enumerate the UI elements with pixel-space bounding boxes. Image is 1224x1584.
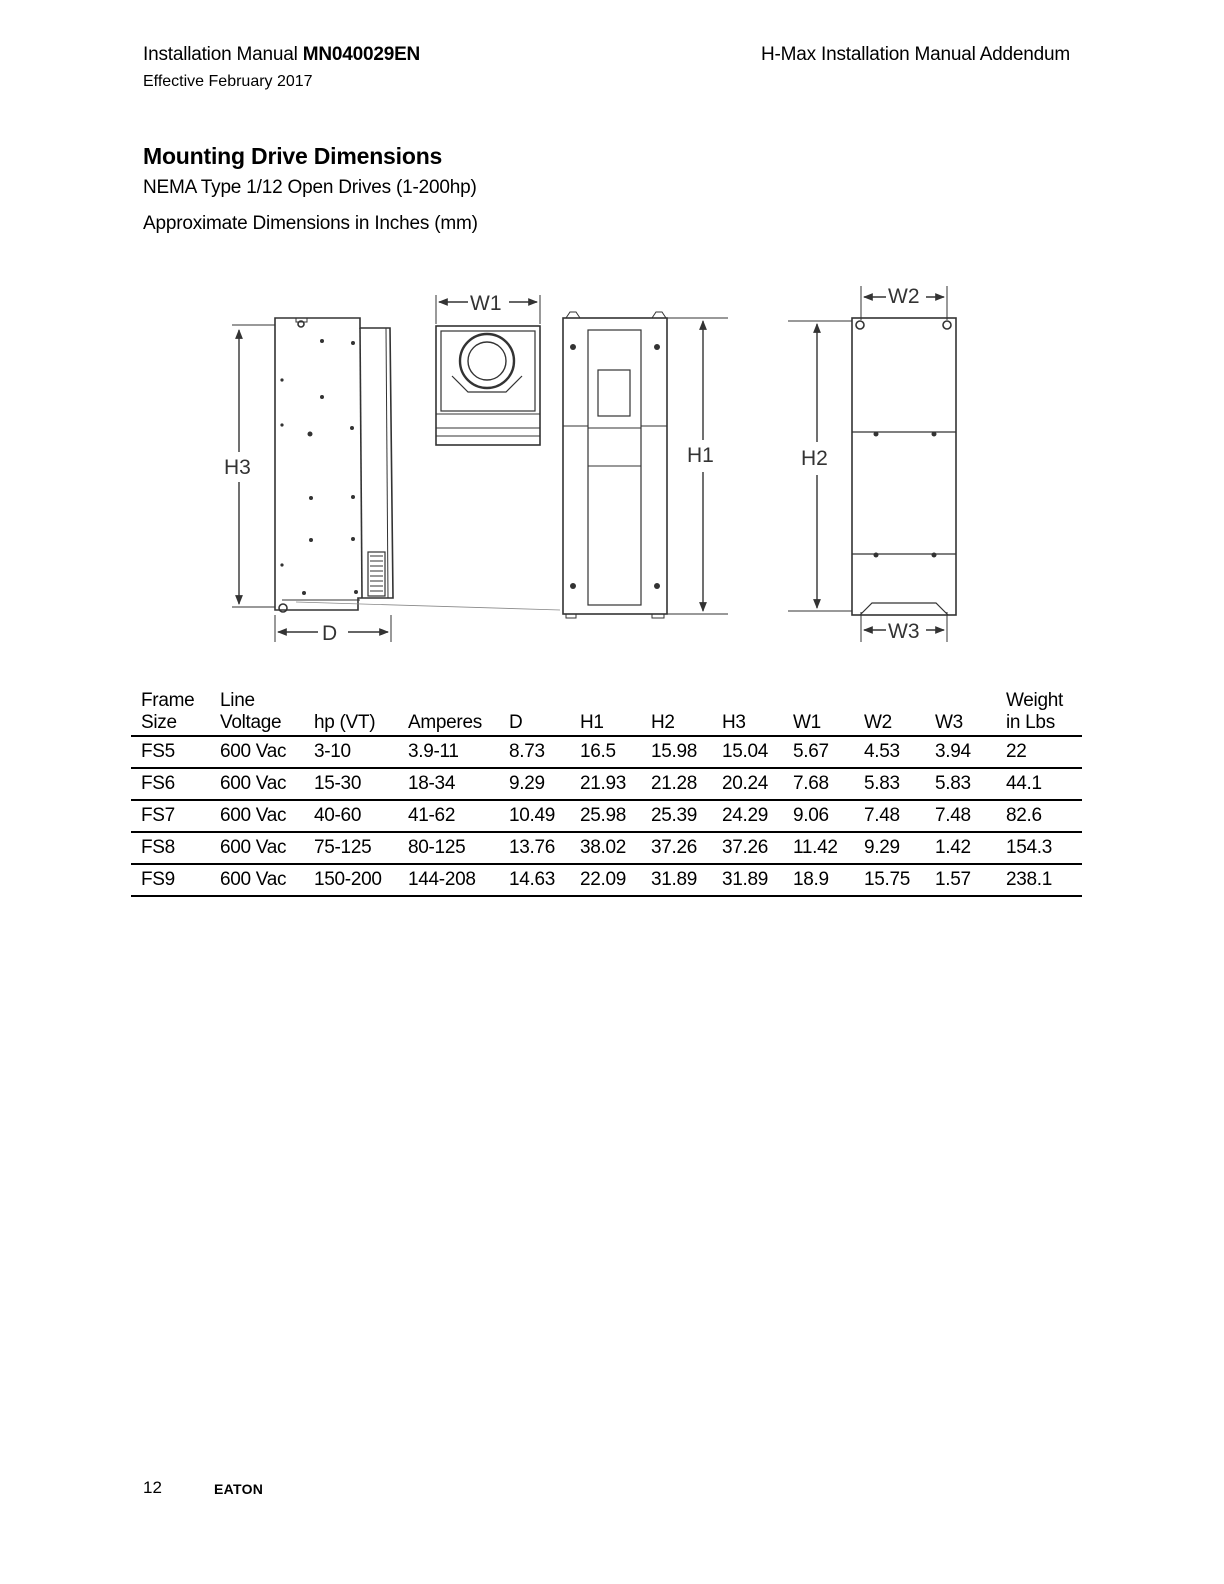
manual-number: MN040029EN (302, 44, 421, 65)
table-cell: 13.76 (499, 832, 570, 864)
table-cell: 150-200 (304, 864, 398, 896)
label-d: D (322, 622, 338, 645)
dimension-drawing-svg (0, 270, 1224, 660)
table-cell: 82.6 (996, 800, 1082, 832)
table-cell: 44.1 (996, 768, 1082, 800)
table-cell: 75-125 (304, 832, 398, 864)
table-cell: 15-30 (304, 768, 398, 800)
col-header-w2: W2 (854, 690, 925, 736)
table-cell: FS5 (131, 736, 210, 768)
table-cell: 4.53 (854, 736, 925, 768)
table-row (131, 832, 1082, 864)
table-cell: 22.09 (570, 864, 641, 896)
table-cell: 37.26 (641, 832, 712, 864)
col-header-h1: H1 (570, 690, 641, 736)
table-cell: 31.89 (712, 864, 783, 896)
table-cell: FS7 (131, 800, 210, 832)
table-cell: 10.49 (499, 800, 570, 832)
table-row (131, 864, 1082, 896)
section-title: Mounting Drive Dimensions (143, 143, 443, 169)
table-cell: 3.94 (925, 736, 996, 768)
table-cell: 154.3 (996, 832, 1082, 864)
table-cell: 21.28 (641, 768, 712, 800)
manual-number-header (143, 44, 420, 66)
table-cell: 600 Vac (210, 832, 304, 864)
table-cell: 1.57 (925, 864, 996, 896)
table-cell: 11.42 (783, 832, 854, 864)
table-cell: 600 Vac (210, 768, 304, 800)
table-cell: 15.98 (641, 736, 712, 768)
page-number: 12 (143, 1478, 162, 1497)
col-header-hp: hp (VT) (304, 690, 398, 736)
dimensions-table (131, 690, 1082, 897)
table-cell: 24.29 (712, 800, 783, 832)
label-w1: W1 (470, 292, 502, 315)
effective-date: Effective February 2017 (143, 73, 313, 90)
col-header-d: D (499, 690, 570, 736)
document-title: H-Max Installation Manual Addendum (761, 44, 1070, 65)
table-cell: FS8 (131, 832, 210, 864)
label-w2: W2 (888, 285, 920, 308)
table-cell: 600 Vac (210, 864, 304, 896)
table-cell: 18.9 (783, 864, 854, 896)
table-cell: 25.98 (570, 800, 641, 832)
table-cell: 21.93 (570, 768, 641, 800)
table-cell: 1.42 (925, 832, 996, 864)
side-view-dots (280, 339, 358, 595)
table-cell: 15.75 (854, 864, 925, 896)
brand-name: EATON (214, 1481, 264, 1497)
col-header-amperes: Amperes (398, 690, 499, 736)
col-header-w1: W1 (783, 690, 854, 736)
table-cell: 144-208 (398, 864, 499, 896)
manual-prefix: Installation Manual (143, 44, 303, 65)
table-cell: 7.48 (925, 800, 996, 832)
table-header-row (131, 690, 1082, 736)
table-cell: 20.24 (712, 768, 783, 800)
table-cell: 5.67 (783, 736, 854, 768)
table-cell: 22 (996, 736, 1082, 768)
table-cell: 238.1 (996, 864, 1082, 896)
col-header-weight: Weight in Lbs (996, 690, 1082, 736)
table-cell: 9.06 (783, 800, 854, 832)
col-header-line-voltage: Line Voltage (210, 690, 304, 736)
top-view (436, 295, 540, 445)
table-cell: 18-34 (398, 768, 499, 800)
table-cell: 9.29 (499, 768, 570, 800)
side-view (232, 318, 560, 642)
table-cell: 3-10 (304, 736, 398, 768)
col-header-h3: H3 (712, 690, 783, 736)
table-cell: 8.73 (499, 736, 570, 768)
section-subtitle: NEMA Type 1/12 Open Drives (1-200hp) (143, 177, 477, 198)
table-cell: 600 Vac (210, 736, 304, 768)
table-cell: 40-60 (304, 800, 398, 832)
units-note: Approximate Dimensions in Inches (mm) (143, 213, 478, 234)
col-header-w3: W3 (925, 690, 996, 736)
table-row (131, 736, 1082, 768)
table-row (131, 800, 1082, 832)
table-cell: 5.83 (925, 768, 996, 800)
label-h2: H2 (801, 447, 828, 470)
label-w3: W3 (888, 620, 920, 643)
table-cell: FS6 (131, 768, 210, 800)
table-cell: 15.04 (712, 736, 783, 768)
table-cell: 37.26 (712, 832, 783, 864)
table-cell: FS9 (131, 864, 210, 896)
table-cell: 25.39 (641, 800, 712, 832)
table-cell: 600 Vac (210, 800, 304, 832)
col-header-frame-size: Frame Size (131, 690, 210, 736)
rear-view-dots (874, 432, 937, 558)
table-cell: 7.48 (854, 800, 925, 832)
label-h1: H1 (687, 444, 714, 467)
label-h3: H3 (224, 456, 251, 479)
table-cell: 41-62 (398, 800, 499, 832)
col-header-h2: H2 (641, 690, 712, 736)
table-cell: 3.9-11 (398, 736, 499, 768)
table-cell: 31.89 (641, 864, 712, 896)
table-cell: 14.63 (499, 864, 570, 896)
table-cell: 38.02 (570, 832, 641, 864)
table-cell: 80-125 (398, 832, 499, 864)
table-cell: 16.5 (570, 736, 641, 768)
dimension-drawing (0, 270, 1224, 660)
table-row (131, 768, 1082, 800)
table-cell: 7.68 (783, 768, 854, 800)
table-cell: 9.29 (854, 832, 925, 864)
table-cell: 5.83 (854, 768, 925, 800)
